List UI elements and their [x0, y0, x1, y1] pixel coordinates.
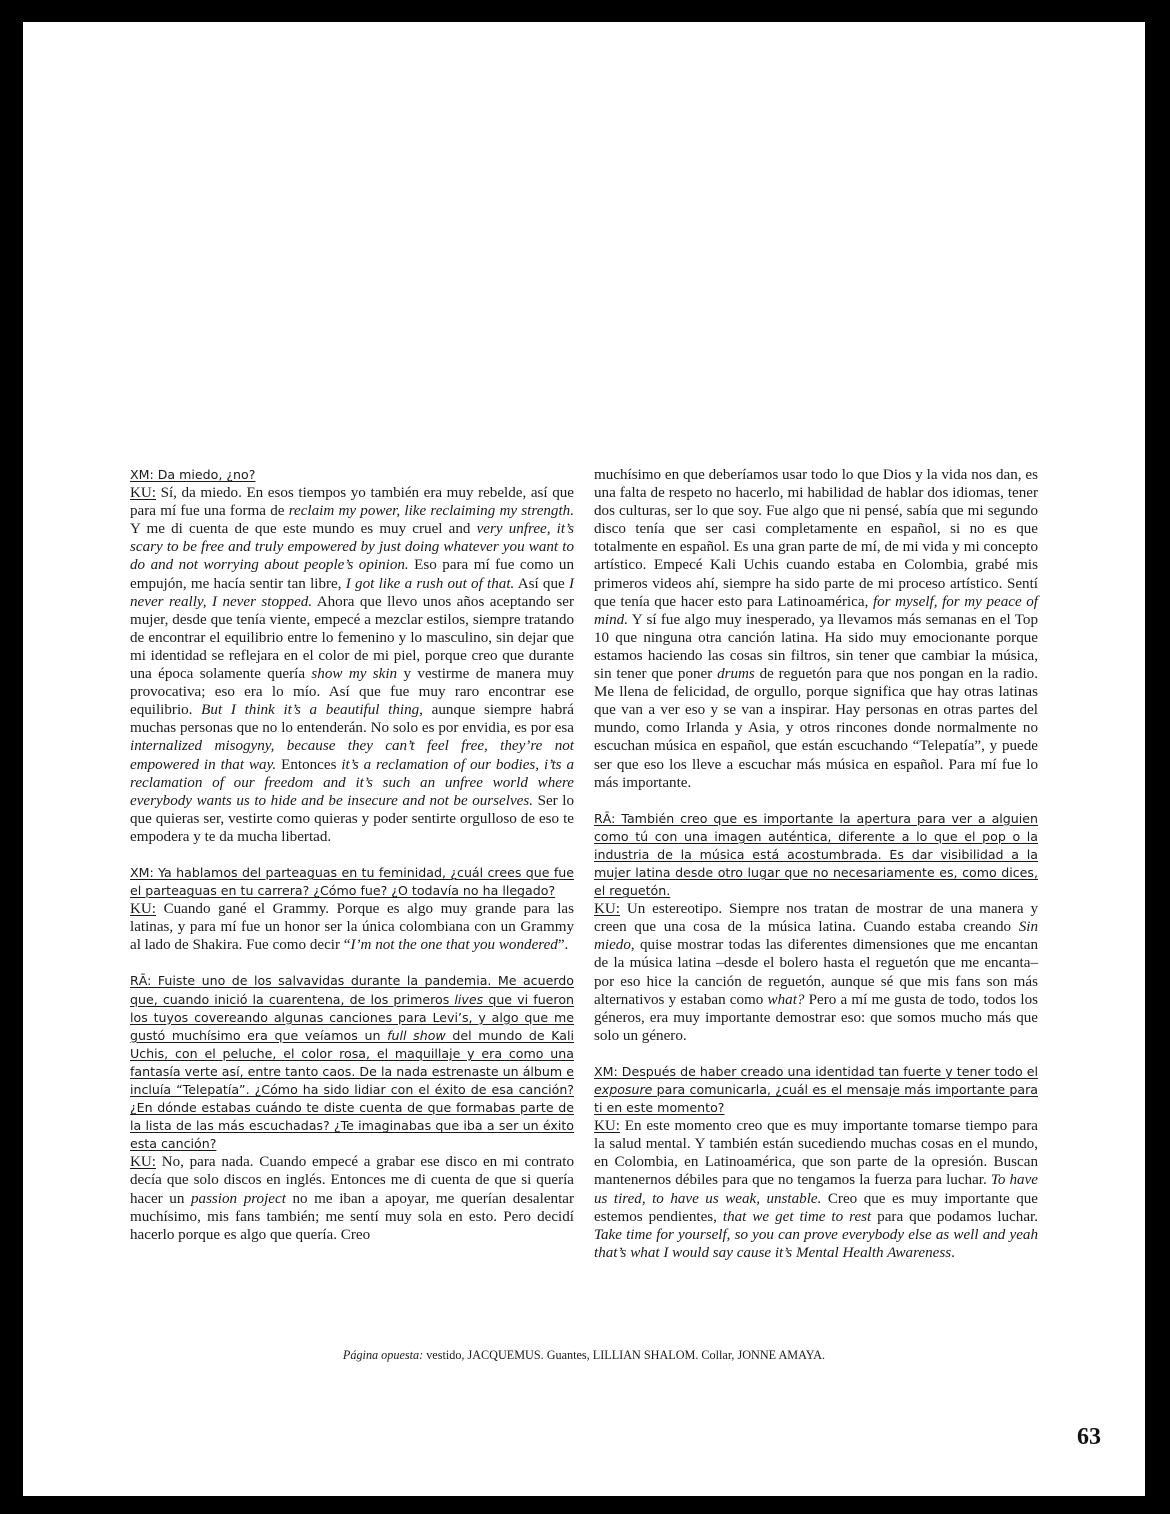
- speaker-tag: KU:: [594, 901, 620, 918]
- interview-answer: [130, 484, 574, 846]
- text-run: muchísimo en que deberíamos usar todo lo que Dios y la vida nos dan, es una falta de respeto no hacerlo, mi habilidad de hablar dos idiomas, tener dos culturas, ser lo que soy. Fue algo que ni pensé, sabía que mi segundo disco tenía que ser casi completamente en español, si no es que totalmente en español. Es una gran parte de mí, de mi vida y mi concepto artístico. Empecé Kali Uchis cuando estaba en Colombia, grabé mis primeros videos ahí, siempre ha sido parte de mi proceso artístico. Sentí que tenía que hacer esto para Latinoamérica,: [594, 467, 1038, 610]
- interview-answer: [594, 1117, 1038, 1262]
- interview-answer: [130, 900, 574, 954]
- right-column: [594, 466, 1038, 1262]
- caption-label: Página opuesta:: [342, 1348, 424, 1362]
- paragraph-spacer: [594, 792, 1038, 810]
- interview-answer: [594, 466, 1038, 792]
- interview-question: [130, 864, 574, 900]
- text-run: XM: Después de haber creado una identidad tan fuerte y tener todo el: [594, 1063, 1038, 1079]
- speaker-tag: KU:: [130, 485, 156, 502]
- paragraph-spacer: [130, 846, 574, 864]
- italic-text: Sin miedo: [594, 919, 1038, 954]
- text-run: Entonces: [276, 756, 342, 773]
- italic-text: lives: [454, 991, 484, 1007]
- paragraph-spacer: [130, 954, 574, 972]
- interview-question: [594, 1063, 1038, 1117]
- magazine-page: [23, 22, 1145, 1496]
- text-run: .: [951, 1244, 955, 1261]
- italic-text: what?: [767, 991, 805, 1008]
- italic-text: I’m not the one that you wondered: [350, 937, 558, 954]
- question-text: XM: Ya hablamos del parteaguas en tu feminidad, ¿cuál crees que fue el parteaguas en tu carrera? ¿Cómo fue? ¿O todavía no ha llegado?: [130, 864, 574, 899]
- text-run: Ser lo que quieras ser, vestirte como quieras y poder sentirte orgulloso de eso te empodera y te da mucha libertad.: [130, 792, 574, 845]
- interview-question: [594, 810, 1038, 900]
- text-run: Y sí fue algo muy inesperado, ya llevamos más semanas en el Top 10 que ninguna otra canción latina. Ha sido muy emocionante porque estamos haciendo las cosas sin filtros, sin tener que cambiar la música, sin tener que poner: [594, 611, 1038, 683]
- text-run: Sí, da miedo. En esos tiempos yo también era muy rebelde, así que para mí fue una forma de: [130, 485, 574, 520]
- italic-text: reclaim my power, like reclaiming my strength.: [288, 503, 574, 520]
- italic-text: drums: [717, 666, 755, 683]
- text-run: No, para nada. Cuando empecé a grabar ese disco en mi contrato decía que solo discos en inglés. Entonces me di cuenta de que si quería hacer un: [130, 1154, 574, 1207]
- caption-text: vestido, JACQUEMUS. Guantes, LILLIAN SHALOM. Collar, JONNE AMAYA.: [423, 1348, 826, 1362]
- italic-text: I got like a rush out of that.: [345, 575, 515, 592]
- text-run: RĀ: Fuiste uno de los salvavidas durante la pandemia. Me acuerdo que, cuando inició la cuarentena, de los primeros: [130, 973, 574, 1007]
- italic-text: To have us tired, to have us weak, unstable.: [594, 1172, 1038, 1207]
- photo-caption: [23, 1348, 1145, 1363]
- italic-text: passion project: [190, 1190, 286, 1207]
- italic-text: show my skin: [311, 666, 398, 683]
- interview-answer: [130, 1153, 574, 1243]
- text-run: Así que: [514, 575, 569, 592]
- text-run: y vestirme de manera muy provocativa; eso era lo mío. Así que fue muy raro encontrar ese equilibrio.: [130, 666, 574, 719]
- paragraph-spacer: [594, 1045, 1038, 1063]
- italic-text: internalized misogyny, because they can’t feel free, they’re not empowered in that way.: [130, 738, 574, 773]
- question-text: RĀ: También creo que es importante la apertura para ver a alguien como tú con una imagen auténtica, diferente a lo que el pop o la industria de la música está acostumbrada. Es dar visibilidad a la mujer latina desde otro lugar que no necesariamente es, como dices, el reguetón.: [594, 810, 1038, 899]
- text-run: de reguetón para que nos pongan en la radio. Me llena de felicidad, de orgullo, porque significa que hay otras latinas que van a ver eso y se van a inspirar. Hay personas en otras partes del mundo, como Irlanda y Asia, y otros rincones donde normalmente no escuchan música en español, que están escuchando “Telepatía”, y puede ser que eso los lleve a escuchar más música en español. Para mí fue lo más importante.: [594, 666, 1038, 791]
- italic-text: full show: [387, 1027, 446, 1043]
- italic-text: exposure: [594, 1082, 653, 1097]
- text-run: no me iban a apoyar, me querían desalentar muchísimo, mis fans también; me sentí muy sola en esto. Pero decidí hacerlo porque es algo que quería. Creo: [130, 1190, 574, 1243]
- italic-text: Take time for yourself, so you can prove everybody else as well and yeah that’s what I would say cause it’s Mental Health Awareness: [594, 1226, 1038, 1261]
- text-run: En este momento creo que es muy importante tomarse tiempo para la salud mental. Y también están sucediendo muchas cosas en el mundo, en Colombia, en Latinoamérica, que son parte de la opresión. Buscan mantenernos débiles para que no tengamos la fuerza para luchar.: [594, 1118, 1038, 1189]
- text-run: que vi fueron los tuyos covereando algunas canciones para Levi’s, y algo que me gustó muchísimo era que veíamos un: [130, 991, 575, 1043]
- text-run: del mundo de Kali Uchis, con el peluche, el color rosa, el maquillaje y era como una fantasía verte así, entre tanto caos. De la nada estrenaste un álbum e incluía “Telepatía”. ¿Cómo ha sido lidiar con el éxito de esa canción? ¿En dónde estabas cuándo te diste cuenta de que formabas parte de la lista de las más escuchadas? ¿Te imaginabas que iba a ser un éxito esta canción?: [130, 1027, 575, 1152]
- text-run: aunque siempre habrá muchas personas que no lo entenderán. No solo es por envidia, es por esa: [130, 702, 574, 737]
- italic-text: it’s a reclamation of our bodies, i’ts a reclamation of our freedom and it’s such an unfree world where everybody wants us to hide and be insecure and not be ourselves.: [130, 756, 575, 809]
- italic-text: I never really, I never stopped.: [130, 575, 575, 610]
- text-run: Ahora que llevo unos años aceptando ser mujer, desde que tenía viente, empecé a mezclar estilos, siempre tratando de encontrar el equilibrio entre lo femenino y lo masculino, sin dejar que mi identidad se reflejara en el color de mi piel, porque creo que durante una época solamente quería: [130, 593, 574, 683]
- interview-question: [130, 972, 574, 1153]
- interview-question: [130, 466, 574, 484]
- text-run: Cuando gané el Grammy. Porque es algo muy grande para las latinas, y para mí fue un honor ser la única colombiana con un Grammy al lado de Shakira. Fue como decir “: [130, 901, 574, 954]
- text-run: Eso para mí fue como un empujón, me hacía sentir tan libre,: [130, 557, 574, 592]
- speaker-tag: KU:: [594, 1118, 620, 1135]
- left-column: [130, 466, 574, 1244]
- question-text: XM: Da miedo, ¿no?: [130, 467, 256, 482]
- text-run: Creo que es muy importante que estemos pendientes,: [594, 1190, 1038, 1225]
- text-run: ”.: [557, 937, 569, 954]
- text-run: para que podamos luchar.: [871, 1208, 1038, 1225]
- text-run: Un estereotipo. Siempre nos tratan de mostrar de una manera y creen que una cosa de la música latina. Cuando estaba creando: [594, 901, 1038, 936]
- text-run: , quise mostrar todas las diferentes dimensiones que me encantan de la música latina –desde el bolero hasta el reguetón que me encanta– por eso hice la canción de reguetón, aunque sé que mis fans son más alternativos y estaban como: [594, 937, 1038, 1008]
- page-number: 63: [1077, 1424, 1101, 1450]
- italic-text: that we get time to rest: [722, 1208, 872, 1225]
- text-run: para comunicarla, ¿cuál es el mensaje más importante para ti en este momento?: [594, 1082, 1038, 1116]
- italic-text: But I think it’s a beautiful thing,: [201, 702, 423, 719]
- speaker-tag: KU:: [130, 901, 156, 918]
- text-run: Y me di cuenta de que este mundo es muy cruel and: [130, 521, 477, 538]
- italic-text: very unfree, it’s scary to be free and truly empowered by just doing whatever you want to do and not worrying about people’s opinion.: [130, 521, 574, 574]
- text-run: Pero a mí me gusta de todo, todos los géneros, era muy importante demostrar eso: que somos mucho más que solo un género.: [594, 991, 1038, 1044]
- speaker-tag: KU:: [130, 1154, 156, 1171]
- interview-answer: [594, 900, 1038, 1045]
- italic-text: for myself, for my peace of mind.: [594, 593, 1038, 628]
